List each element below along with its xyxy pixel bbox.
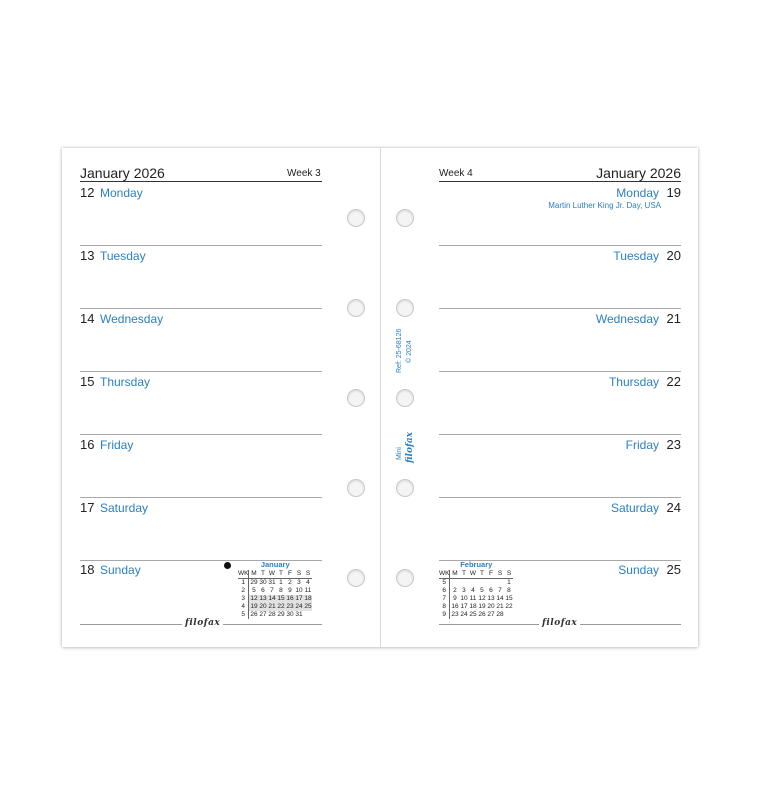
mini-calendar-date: 12 bbox=[478, 595, 486, 602]
day-name: Thursday bbox=[608, 375, 659, 389]
day-name: Monday bbox=[616, 186, 659, 200]
mini-calendar-date: 29 bbox=[250, 579, 258, 586]
mini-calendar-february bbox=[439, 560, 513, 619]
day-rule bbox=[439, 371, 681, 372]
mini-calendar-title: January bbox=[260, 560, 290, 569]
day-rule bbox=[80, 434, 322, 435]
mini-calendar-date: 3 bbox=[462, 587, 466, 594]
mini-calendar-date: 25 bbox=[304, 603, 312, 610]
mini-calendar-grid bbox=[238, 570, 312, 619]
mini-calendar-date: 22 bbox=[277, 603, 285, 610]
mini-calendar-date: 14 bbox=[496, 595, 504, 602]
mini-calendar-date: 1 bbox=[507, 579, 511, 586]
day-rule bbox=[439, 497, 681, 498]
mini-calendar-date: 8 bbox=[507, 587, 511, 594]
day-name: Wednesday bbox=[595, 312, 659, 326]
mini-calendar-date: 13 bbox=[487, 595, 495, 602]
mini-calendar-date bbox=[303, 611, 312, 619]
day-number: 24 bbox=[666, 500, 681, 515]
mini-calendar-week-row bbox=[439, 595, 513, 603]
right-header-rule bbox=[439, 181, 681, 182]
mini-calendar-week-row bbox=[238, 595, 312, 603]
day-number: 23 bbox=[666, 437, 681, 452]
left-header-rule bbox=[80, 181, 322, 182]
day-rule bbox=[439, 245, 681, 246]
mini-calendar-header-cell: F bbox=[486, 570, 495, 579]
mini-calendar-date: 2 bbox=[288, 579, 292, 586]
mini-calendar-week-number: 2 bbox=[238, 587, 249, 595]
day-number: 22 bbox=[666, 374, 681, 389]
mini-calendar-date: 6 bbox=[261, 587, 265, 594]
day-name: Friday bbox=[625, 438, 659, 452]
spine-copyright: © 2024 bbox=[406, 340, 413, 363]
mini-calendar-date bbox=[459, 579, 468, 588]
mini-calendar-week-row bbox=[238, 611, 312, 619]
mini-calendar-header-cell: M bbox=[249, 570, 259, 579]
mini-calendar-date: 29 bbox=[277, 611, 285, 618]
mini-calendar-header-cell: F bbox=[285, 570, 294, 579]
mini-calendar-grid bbox=[439, 570, 513, 619]
punch-hole bbox=[396, 569, 414, 587]
filofax-logo: filofax bbox=[182, 618, 223, 628]
punch-hole bbox=[396, 299, 414, 317]
mini-calendar-date: 27 bbox=[487, 611, 495, 618]
mini-calendar-date: 19 bbox=[478, 603, 486, 610]
right-month-title: January 2026 bbox=[596, 165, 681, 181]
mini-calendar-date: 5 bbox=[252, 587, 256, 594]
day-number: 21 bbox=[666, 311, 681, 326]
mini-calendar-header-cell: T bbox=[459, 570, 468, 579]
mini-calendar-header-row bbox=[439, 570, 513, 579]
mini-calendar-date: 1 bbox=[279, 579, 283, 586]
filofax-logo: filofax bbox=[539, 618, 580, 628]
day-name: Sunday bbox=[618, 563, 659, 577]
mini-calendar-date: 24 bbox=[460, 611, 468, 618]
mini-calendar-date: 11 bbox=[469, 595, 477, 602]
mini-calendar-week-row bbox=[439, 603, 513, 611]
mini-calendar-date: 9 bbox=[288, 587, 292, 594]
mini-calendar-header-cell: T bbox=[477, 570, 486, 579]
mini-calendar-date: 21 bbox=[496, 603, 504, 610]
mini-calendar-date: 10 bbox=[460, 595, 468, 602]
mini-calendar-date bbox=[486, 579, 495, 588]
mini-calendar-week-number: 4 bbox=[238, 603, 249, 611]
spine-ref: Ref: 25-68126 bbox=[396, 328, 403, 373]
mini-calendar-date: 15 bbox=[277, 595, 285, 602]
mini-calendar-week-number: 5 bbox=[238, 611, 249, 619]
mini-calendar-date: 12 bbox=[250, 595, 258, 602]
mini-calendar-date: 10 bbox=[295, 587, 303, 594]
day-name: Friday bbox=[100, 438, 134, 452]
mini-calendar-week-row bbox=[238, 587, 312, 595]
mini-calendar-header-cell: W bbox=[268, 570, 276, 577]
punch-hole bbox=[396, 389, 414, 407]
mini-calendar-date: 11 bbox=[304, 587, 312, 594]
day-number: 15 bbox=[80, 374, 95, 389]
mini-calendar-date bbox=[504, 611, 513, 619]
mini-calendar-date: 22 bbox=[505, 603, 513, 610]
mini-calendar-week-row bbox=[439, 579, 513, 588]
day-rule bbox=[80, 308, 322, 309]
right-week-label: Week 4 bbox=[439, 168, 473, 179]
mini-calendar-january bbox=[238, 560, 312, 619]
day-number: 19 bbox=[666, 185, 681, 200]
punch-hole bbox=[347, 569, 365, 587]
day-number: 17 bbox=[80, 500, 95, 515]
day-name: Thursday bbox=[100, 375, 151, 389]
mini-calendar-date: 19 bbox=[250, 603, 258, 610]
day-number: 12 bbox=[80, 185, 95, 200]
day-number: 13 bbox=[80, 248, 95, 263]
mini-calendar-date: 31 bbox=[295, 611, 303, 618]
mini-calendar-date: 23 bbox=[451, 611, 459, 618]
mini-calendar-date: 16 bbox=[286, 595, 294, 602]
mini-calendar-header-cell: T bbox=[258, 570, 267, 579]
mini-calendar-week-number: 7 bbox=[439, 595, 450, 603]
mini-calendar-week-number: 9 bbox=[439, 611, 450, 619]
day-number: 18 bbox=[80, 562, 95, 577]
day-rule bbox=[80, 497, 322, 498]
mini-calendar-date: 20 bbox=[487, 603, 495, 610]
mini-calendar-date: 31 bbox=[268, 579, 276, 586]
mini-calendar-header-cell: WK bbox=[439, 570, 450, 577]
day-number: 14 bbox=[80, 311, 95, 326]
day-number: 20 bbox=[666, 248, 681, 263]
mini-calendar-date: 4 bbox=[471, 587, 475, 594]
day-name: Saturday bbox=[100, 501, 149, 515]
mini-calendar-date bbox=[450, 579, 460, 588]
day-name: Sunday bbox=[100, 563, 141, 577]
day-number: 25 bbox=[666, 562, 681, 577]
right-page bbox=[380, 148, 699, 647]
mini-calendar-header-cell: S bbox=[303, 570, 312, 579]
mini-calendar-week-number: 3 bbox=[238, 595, 249, 603]
mini-calendar-date: 9 bbox=[453, 595, 457, 602]
mini-calendar-week-number: 1 bbox=[238, 579, 249, 588]
mini-calendar-date: 30 bbox=[286, 611, 294, 618]
mini-calendar-header-cell: W bbox=[469, 570, 477, 577]
mini-calendar-date: 30 bbox=[259, 579, 267, 586]
mini-calendar-date: 4 bbox=[306, 579, 310, 586]
day-rule bbox=[439, 308, 681, 309]
holiday-label: Martin Luther King Jr. Day, USA bbox=[548, 201, 661, 210]
spine-logo: filofax bbox=[405, 431, 415, 463]
mini-calendar-date: 28 bbox=[268, 611, 276, 618]
mini-calendar-date: 6 bbox=[489, 587, 493, 594]
mini-calendar-date bbox=[495, 579, 504, 588]
mini-calendar-date: 5 bbox=[480, 587, 484, 594]
mini-calendar-date: 15 bbox=[505, 595, 513, 602]
spine-size: Mini bbox=[396, 447, 403, 460]
mini-calendar-week-row bbox=[439, 611, 513, 619]
mini-calendar-date bbox=[477, 579, 486, 588]
day-name: Monday bbox=[100, 186, 143, 200]
day-name: Wednesday bbox=[100, 312, 164, 326]
mini-calendar-header-row bbox=[238, 570, 312, 579]
mini-calendar-date: 13 bbox=[259, 595, 267, 602]
mini-calendar-date: 18 bbox=[469, 603, 477, 610]
mini-calendar-date: 26 bbox=[250, 611, 258, 618]
mini-calendar-week-row bbox=[238, 579, 312, 588]
mini-calendar-date: 14 bbox=[268, 595, 276, 602]
day-rule bbox=[439, 434, 681, 435]
left-month-title: January 2026 bbox=[80, 165, 165, 181]
mini-calendar-date: 7 bbox=[270, 587, 274, 594]
planner-spread bbox=[62, 148, 698, 647]
mini-calendar-date: 7 bbox=[498, 587, 502, 594]
punch-hole bbox=[396, 479, 414, 497]
mini-calendar-header-cell: S bbox=[294, 570, 303, 579]
mini-calendar-header-cell: S bbox=[495, 570, 504, 579]
punch-hole bbox=[347, 299, 365, 317]
day-rule bbox=[80, 245, 322, 246]
mini-calendar-header-cell: T bbox=[276, 570, 285, 579]
day-name: Tuesday bbox=[613, 249, 659, 263]
ring-marker-dot bbox=[224, 562, 231, 569]
mini-calendar-date: 18 bbox=[304, 595, 312, 602]
mini-calendar-week-number: 6 bbox=[439, 587, 450, 595]
mini-calendar-date bbox=[468, 579, 477, 588]
mini-calendar-date: 17 bbox=[460, 603, 468, 610]
mini-calendar-week-row bbox=[238, 603, 312, 611]
mini-calendar-date: 8 bbox=[279, 587, 283, 594]
mini-calendar-date: 3 bbox=[297, 579, 301, 586]
mini-calendar-date: 27 bbox=[259, 611, 267, 618]
punch-hole bbox=[347, 389, 365, 407]
punch-hole bbox=[396, 209, 414, 227]
mini-calendar-date: 24 bbox=[295, 603, 303, 610]
mini-calendar-date: 17 bbox=[295, 595, 303, 602]
punch-hole bbox=[347, 479, 365, 497]
mini-calendar-date: 23 bbox=[286, 603, 294, 610]
day-rule bbox=[80, 371, 322, 372]
mini-calendar-week-number: 8 bbox=[439, 603, 450, 611]
day-name: Saturday bbox=[610, 501, 659, 515]
mini-calendar-date: 16 bbox=[451, 603, 459, 610]
mini-calendar-date: 25 bbox=[469, 611, 477, 618]
mini-calendar-date: 26 bbox=[478, 611, 486, 618]
mini-calendar-week-row bbox=[439, 587, 513, 595]
mini-calendar-week-number: 5 bbox=[439, 579, 450, 588]
mini-calendar-date: 2 bbox=[453, 587, 457, 594]
mini-calendar-date: 21 bbox=[268, 603, 276, 610]
left-page bbox=[62, 148, 380, 647]
mini-calendar-title: February bbox=[460, 560, 493, 569]
punch-hole bbox=[347, 209, 365, 227]
day-number: 16 bbox=[80, 437, 95, 452]
day-name: Tuesday bbox=[100, 249, 146, 263]
mini-calendar-header-cell: S bbox=[504, 570, 513, 579]
mini-calendar-header-cell: M bbox=[450, 570, 460, 579]
mini-calendar-date: 28 bbox=[496, 611, 504, 618]
mini-calendar-header-cell: WK bbox=[238, 570, 249, 577]
left-week-label: Week 3 bbox=[287, 168, 321, 179]
mini-calendar-date: 20 bbox=[259, 603, 267, 610]
